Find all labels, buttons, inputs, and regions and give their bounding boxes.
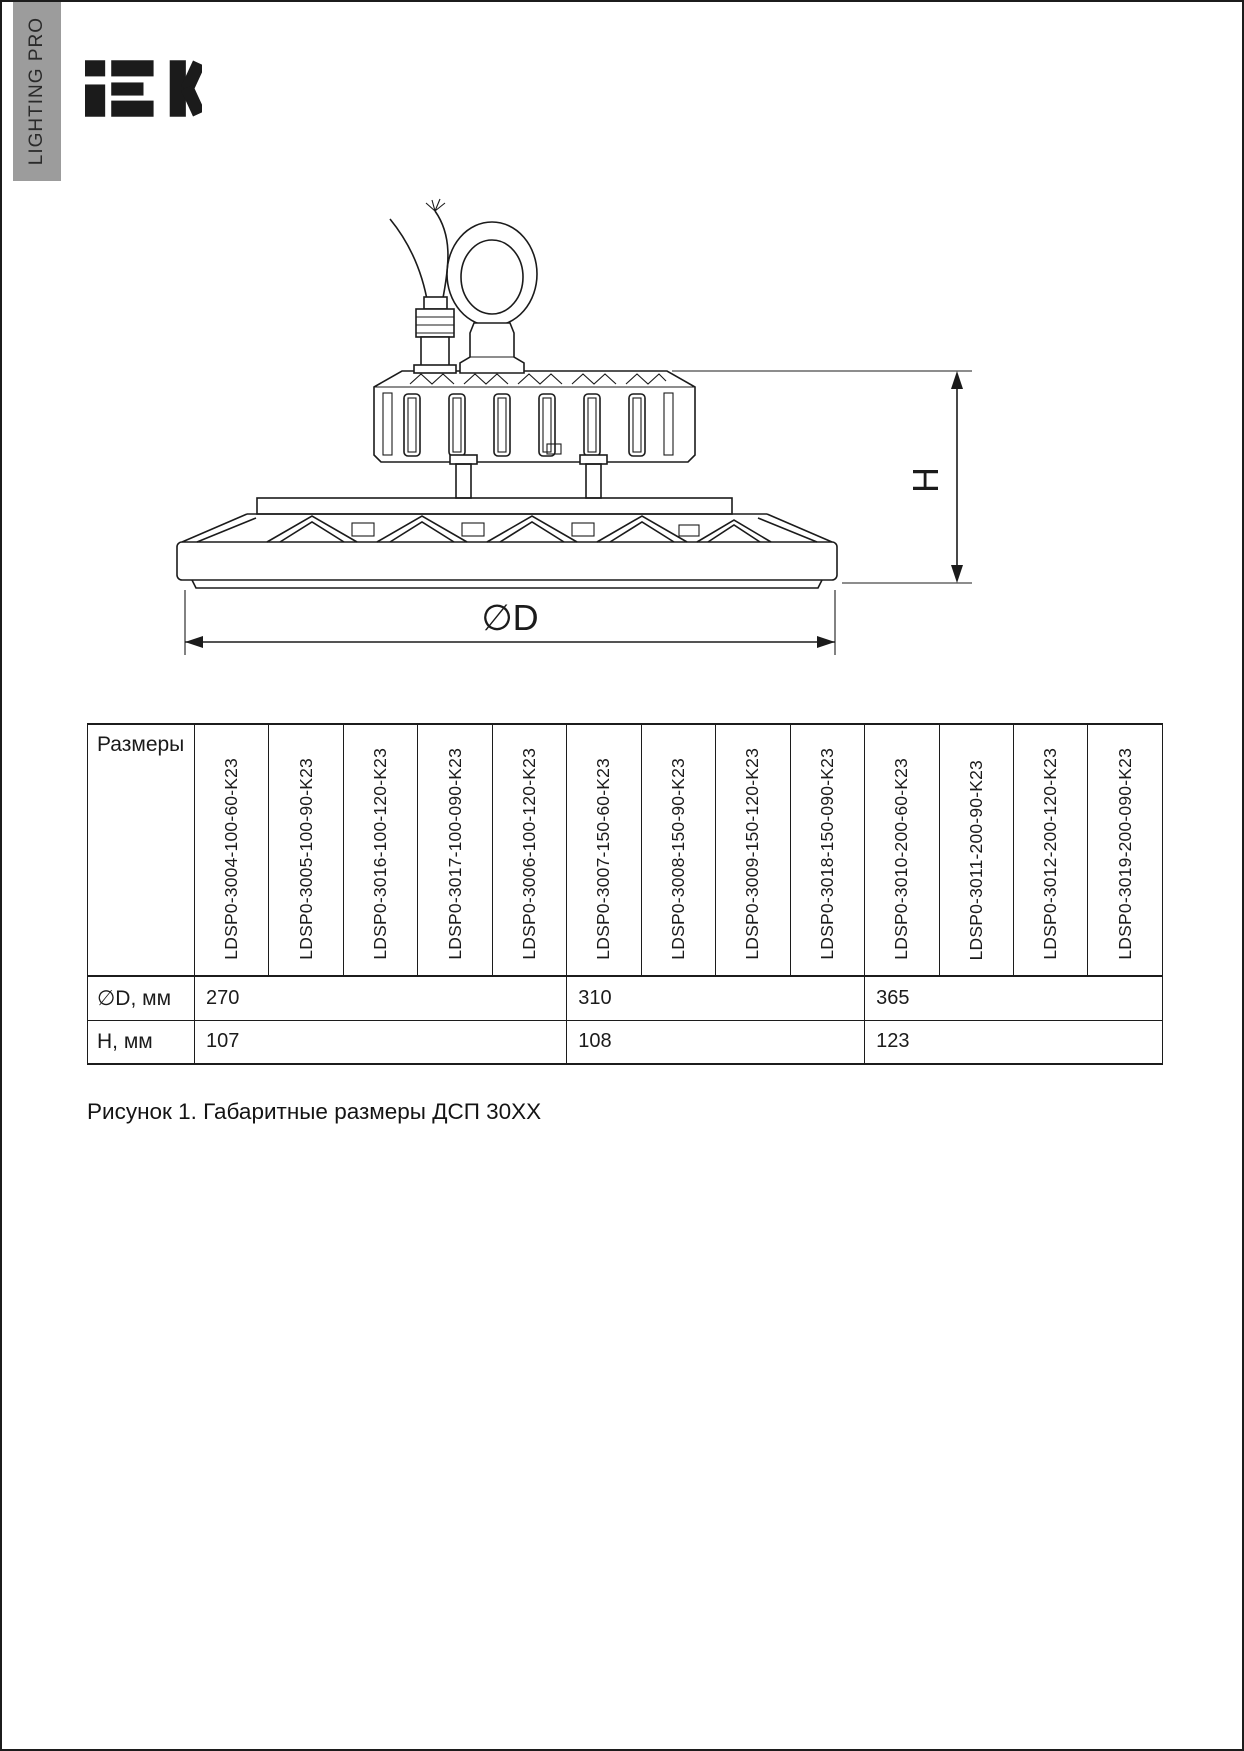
diameter-value: 270 (195, 976, 567, 1020)
model-column-header: LDSP0-3010-200-60-K23 (865, 724, 939, 976)
height-dimension-label: H (905, 467, 946, 493)
table-row-diameter (88, 976, 1163, 1020)
diameter-dimension-label: ∅D (481, 597, 539, 638)
diameter-value: 310 (567, 976, 865, 1020)
mounting-plate (257, 498, 732, 514)
height-value: 108 (567, 1020, 865, 1064)
height-row-label: H, мм (88, 1020, 195, 1064)
model-column-header: LDSP0-3008-150-90-K23 (641, 724, 715, 976)
model-column-header: LDSP0-3004-100-60-K23 (195, 724, 269, 976)
model-column-header: LDSP0-3005-100-90-K23 (269, 724, 343, 976)
model-column-header: LDSP0-3018-150-090-K23 (790, 724, 864, 976)
driver-housing (374, 371, 695, 462)
luminaire-body (177, 542, 837, 580)
height-value: 107 (195, 1020, 567, 1064)
diameter-value: 365 (865, 976, 1163, 1020)
brand-tab-label: LIGHTING PRO (26, 17, 47, 166)
heatsink-truss (182, 514, 832, 542)
model-column-header: LDSP0-3019-200-090-K23 (1088, 724, 1163, 976)
table-row-height (88, 1020, 1163, 1064)
model-column-header: LDSP0-3011-200-90-K23 (939, 724, 1013, 976)
figure-caption: Рисунок 1. Габаритные размеры ДСП 30ХХ (87, 1099, 542, 1124)
model-column-header: LDSP0-3006-100-120-K23 (492, 724, 566, 976)
iek-logo (85, 60, 202, 117)
model-column-header: LDSP0-3017-100-090-K23 (418, 724, 492, 976)
table-corner-cell: Размеры (88, 724, 195, 976)
luminaire-dimension-drawing (152, 197, 982, 662)
height-value: 123 (865, 1020, 1163, 1064)
model-column-header: LDSP0-3012-200-120-K23 (1013, 724, 1087, 976)
model-column-header: LDSP0-3009-150-120-K23 (716, 724, 790, 976)
model-column-header: LDSP0-3007-150-60-K23 (567, 724, 641, 976)
height-dimension (672, 371, 972, 583)
cable-wire (390, 219, 428, 305)
model-column-header: LDSP0-3016-100-120-K23 (343, 724, 417, 976)
diameter-dimension (185, 590, 835, 655)
dimensions-table (87, 723, 1163, 1065)
cable-wire (435, 211, 448, 303)
brand-sidebar-tab (13, 2, 61, 181)
diameter-row-label: ∅D, мм (88, 976, 195, 1020)
lens-lip (192, 580, 822, 588)
